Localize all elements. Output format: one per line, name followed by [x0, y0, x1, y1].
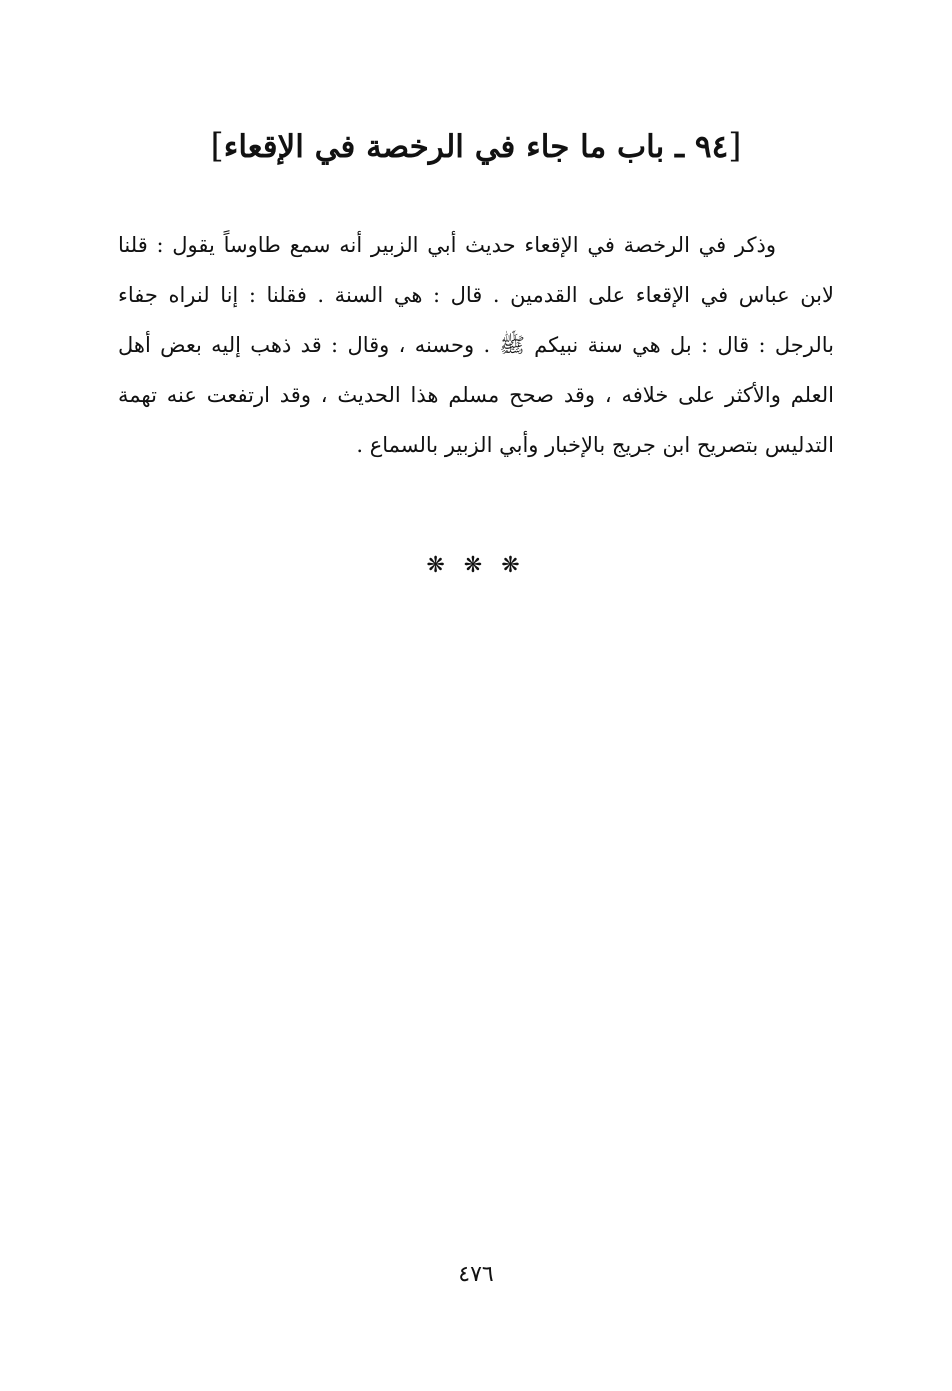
body-line-2: لابن عباس في الإقعاء على القدمين . قال : هي السنة . فقلنا : إنا لنراه جفاء: [118, 283, 834, 307]
heading-close-bracket: ]: [210, 126, 224, 166]
heading-title: ٩٤ ـ باب ما جاء في الرخصة في الإقعاء: [223, 129, 729, 165]
heading-open-bracket: [: [728, 126, 742, 166]
chapter-heading: [120, 118, 832, 175]
body-line-5: التدليس بتصريح ابن جريج بالإخبار وأبي الزبير بالسماع .: [356, 433, 834, 457]
body-line-1: وذكر في الرخصة في الإقعاء حديث أبي الزبير أنه سمع طاوساً يقول : قلنا: [118, 233, 776, 257]
body-line-4: العلم والأكثر على خلافه ، وقد صحح مسلم هذا الحديث ، وقد ارتفعت عنه تهمة: [118, 383, 834, 407]
section-divider: ❋ ❋ ❋: [426, 553, 526, 578]
body-line-3: بالرجل : قال : بل هي سنة نبيكم ﷺ . وحسنه ، وقال : قد ذهب إليه بعض أهل: [118, 333, 834, 357]
page-number: ٤٧٦: [458, 1262, 494, 1287]
body-paragraph: [118, 220, 834, 470]
